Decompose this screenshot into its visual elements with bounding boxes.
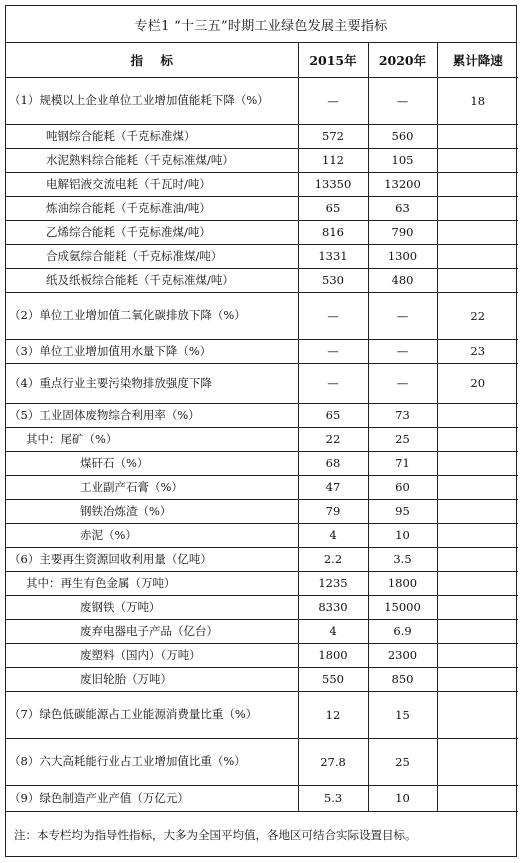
value-2020-cell: 1800 — [368, 571, 437, 595]
cumulative-decline-cell — [437, 667, 518, 691]
cumulative-decline-cell — [437, 691, 518, 738]
value-2015-cell: 13350 — [298, 172, 368, 196]
cumulative-decline-cell — [437, 220, 518, 244]
table-row — [6, 785, 518, 811]
indicator-name-cell: 其中：再生有色金属（万吨） — [6, 571, 298, 595]
value-2020-cell: 10 — [368, 785, 437, 811]
value-2020-cell: 73 — [368, 403, 437, 427]
cumulative-decline-cell — [437, 571, 518, 595]
value-2015-cell: 27.8 — [298, 738, 368, 785]
value-2015-cell: — — [298, 292, 368, 339]
value-2020-cell: 25 — [368, 427, 437, 451]
table-row — [6, 339, 518, 363]
value-2015-cell: — — [298, 339, 368, 363]
value-2020-cell: 63 — [368, 196, 437, 220]
cumulative-decline-cell: 18 — [437, 77, 518, 124]
table-title: 专栏1 “十三五”时期工业绿色发展主要指标 — [6, 6, 516, 43]
cumulative-decline-cell — [437, 403, 518, 427]
value-2020-cell: — — [368, 77, 437, 124]
value-2015-cell: 5.3 — [298, 785, 368, 811]
table-row — [6, 172, 518, 196]
cumulative-decline-cell — [437, 619, 518, 643]
cumulative-decline-cell: 22 — [437, 292, 518, 339]
indicator-name-cell: （7）绿色低碳能源占工业能源消费量比重（%） — [6, 691, 298, 738]
value-2020-cell: 25 — [368, 738, 437, 785]
value-2015-cell: 47 — [298, 475, 368, 499]
value-2020-cell: 480 — [368, 268, 437, 292]
indicator-name-cell: （8）六大高耗能行业占工业增加值比重（%） — [6, 738, 298, 785]
indicator-name-cell: 废塑料（国内）（万吨） — [6, 643, 298, 667]
table-row — [6, 475, 518, 499]
table-row — [6, 451, 518, 475]
header-cumulative-decline: 累计降速 — [437, 43, 518, 77]
table-row — [6, 220, 518, 244]
table-row — [6, 196, 518, 220]
value-2020-cell: 95 — [368, 499, 437, 523]
value-2020-cell: 3.5 — [368, 547, 437, 571]
value-2020-cell: 6.9 — [368, 619, 437, 643]
cumulative-decline-cell — [437, 124, 518, 148]
cumulative-decline-cell — [437, 148, 518, 172]
table-row — [6, 571, 518, 595]
table-row — [6, 643, 518, 667]
indicator-name-cell: （9）绿色制造产业产值（万亿元） — [6, 785, 298, 811]
table-row — [6, 691, 518, 738]
indicator-name-cell: （5）工业固体废物综合利用率（%） — [6, 403, 298, 427]
indicator-name-cell: 炼油综合能耗（千克标准油/吨） — [6, 196, 298, 220]
value-2015-cell: 79 — [298, 499, 368, 523]
value-2015-cell: 112 — [298, 148, 368, 172]
table-row — [6, 244, 518, 268]
value-2015-cell: 572 — [298, 124, 368, 148]
value-2015-cell: 4 — [298, 523, 368, 547]
cumulative-decline-cell — [437, 427, 518, 451]
table-row — [6, 427, 518, 451]
table-row — [6, 499, 518, 523]
value-2015-cell: 1800 — [298, 643, 368, 667]
table-row — [6, 523, 518, 547]
value-2015-cell: 68 — [298, 451, 368, 475]
table-row — [6, 363, 518, 403]
indicator-name-cell: 乙烯综合能耗（千克标准煤/吨） — [6, 220, 298, 244]
value-2020-cell: 1300 — [368, 244, 437, 268]
indicator-name-cell: 水泥熟料综合能耗（千克标准煤/吨） — [6, 148, 298, 172]
table-row — [6, 738, 518, 785]
indicator-name-cell: （4）重点行业主要污染物排放强度下降 — [6, 363, 298, 403]
value-2015-cell: 12 — [298, 691, 368, 738]
value-2020-cell: 60 — [368, 475, 437, 499]
indicator-name-cell: 工业副产石膏（%） — [6, 475, 298, 499]
indicator-table — [6, 43, 518, 812]
cumulative-decline-cell — [437, 738, 518, 785]
header-2020: 2020年 — [368, 43, 437, 77]
value-2015-cell: 65 — [298, 196, 368, 220]
cumulative-decline-cell — [437, 244, 518, 268]
value-2015-cell: 4 — [298, 619, 368, 643]
value-2020-cell: — — [368, 363, 437, 403]
indicator-name-cell: （1）规模以上企业单位工业增加值能耗下降（%） — [6, 77, 298, 124]
value-2020-cell: 71 — [368, 451, 437, 475]
indicator-table-panel — [5, 5, 517, 857]
cumulative-decline-cell — [437, 268, 518, 292]
table-row — [6, 667, 518, 691]
indicator-name-cell: （6）主要再生资源回收利用量（亿吨） — [6, 547, 298, 571]
value-2015-cell: — — [298, 77, 368, 124]
value-2020-cell: 850 — [368, 667, 437, 691]
value-2015-cell: 1331 — [298, 244, 368, 268]
value-2020-cell: 13200 — [368, 172, 437, 196]
indicator-name-cell: 其中：尾矿（%） — [6, 427, 298, 451]
cumulative-decline-cell — [437, 196, 518, 220]
value-2015-cell: 8330 — [298, 595, 368, 619]
table-row — [6, 268, 518, 292]
table-row — [6, 547, 518, 571]
cumulative-decline-cell — [437, 523, 518, 547]
table-row — [6, 619, 518, 643]
value-2020-cell: 10 — [368, 523, 437, 547]
value-2015-cell: 816 — [298, 220, 368, 244]
indicator-name-cell: 废钢铁（万吨） — [6, 595, 298, 619]
value-2015-cell: 530 — [298, 268, 368, 292]
value-2020-cell: 560 — [368, 124, 437, 148]
indicator-name-cell: 煤矸石（%） — [6, 451, 298, 475]
table-row — [6, 595, 518, 619]
indicator-name-cell: 吨钢综合能耗（千克标准煤） — [6, 124, 298, 148]
header-2015: 2015年 — [298, 43, 368, 77]
value-2015-cell: 22 — [298, 427, 368, 451]
table-row — [6, 77, 518, 124]
cumulative-decline-cell: 23 — [437, 339, 518, 363]
cumulative-decline-cell — [437, 785, 518, 811]
cumulative-decline-cell — [437, 172, 518, 196]
cumulative-decline-cell — [437, 451, 518, 475]
value-2015-cell: — — [298, 363, 368, 403]
table-row — [6, 124, 518, 148]
value-2020-cell: 15 — [368, 691, 437, 738]
indicator-name-cell: 电解铝液交流电耗（千瓦时/吨） — [6, 172, 298, 196]
indicator-name-cell: 废旧轮胎（万吨） — [6, 667, 298, 691]
indicator-name-cell: 废弃电器电子产品（亿台） — [6, 619, 298, 643]
value-2020-cell: 790 — [368, 220, 437, 244]
header-indicator: 指 标 — [6, 43, 298, 77]
table-row — [6, 148, 518, 172]
indicator-name-cell: （2）单位工业增加值二氧化碳排放下降（%） — [6, 292, 298, 339]
cumulative-decline-cell — [437, 643, 518, 667]
cumulative-decline-cell — [437, 547, 518, 571]
table-body — [6, 77, 518, 811]
header-row — [6, 43, 518, 77]
value-2020-cell: 15000 — [368, 595, 437, 619]
cumulative-decline-cell: 20 — [437, 363, 518, 403]
indicator-name-cell: 钢铁冶炼渣（%） — [6, 499, 298, 523]
cumulative-decline-cell — [437, 475, 518, 499]
cumulative-decline-cell — [437, 595, 518, 619]
value-2020-cell: — — [368, 292, 437, 339]
value-2020-cell: 105 — [368, 148, 437, 172]
table-row — [6, 403, 518, 427]
value-2015-cell: 2.2 — [298, 547, 368, 571]
table-row — [6, 292, 518, 339]
cumulative-decline-cell — [437, 499, 518, 523]
value-2015-cell: 550 — [298, 667, 368, 691]
indicator-name-cell: 赤泥（%） — [6, 523, 298, 547]
value-2015-cell: 1235 — [298, 571, 368, 595]
value-2020-cell: — — [368, 339, 437, 363]
table-footnote: 注：本专栏均为指导性指标，大多为全国平均值，各地区可结合实际设置目标。 — [14, 828, 417, 842]
value-2015-cell: 65 — [298, 403, 368, 427]
indicator-name-cell: 合成氨综合能耗（千克标准煤/吨） — [6, 244, 298, 268]
value-2020-cell: 2300 — [368, 643, 437, 667]
indicator-name-cell: （3）单位工业增加值用水量下降（%） — [6, 339, 298, 363]
indicator-name-cell: 纸及纸板综合能耗（千克标准煤/吨） — [6, 268, 298, 292]
